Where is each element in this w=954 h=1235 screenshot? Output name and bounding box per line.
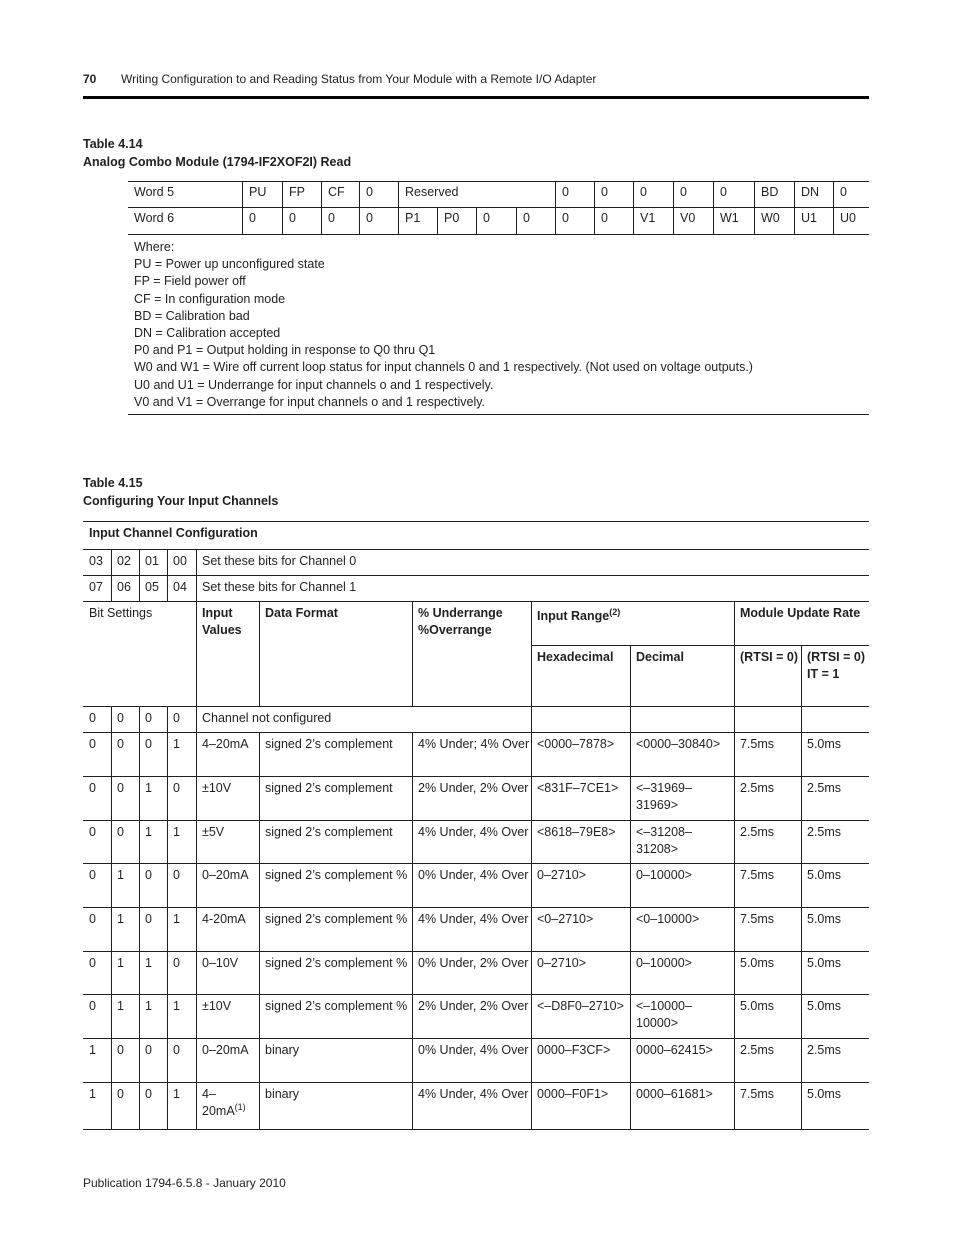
table-4-14-title: Analog Combo Module (1794-IF2XOF2I) Read — [83, 155, 352, 169]
column-rule — [196, 776, 197, 820]
word5-cell: DN — [794, 182, 833, 208]
page-number: 70 — [83, 72, 97, 86]
channel-bit-number: 05 — [145, 580, 159, 594]
word5-cell: 0 — [833, 182, 869, 208]
channel-bit-description: Set these bits for Channel 0 — [202, 554, 357, 568]
word5-cell: 0 — [359, 182, 398, 208]
bit-settings-header: Bit Settings — [89, 606, 153, 620]
column-rule — [139, 863, 140, 907]
word6-cell: P1 — [398, 208, 437, 234]
column-rule — [139, 820, 140, 863]
column-rule — [259, 732, 260, 776]
column-rule — [196, 863, 197, 907]
column-rule — [734, 863, 735, 907]
table-4-15-number: Table 4.15 — [83, 476, 143, 490]
column-rule — [630, 776, 631, 820]
update-rate-rtsi-0: 7.5ms — [740, 912, 775, 926]
word5-row — [128, 181, 869, 208]
column-rule — [259, 994, 260, 1038]
input-value: 0–10V — [202, 956, 239, 970]
bit-value: 1 — [89, 1043, 96, 1057]
column-rule — [259, 601, 260, 706]
channel-bit-description: Set these bits for Channel 1 — [202, 580, 357, 594]
column-rule — [412, 601, 413, 706]
under-over-range-value: 0% Under, 4% Over — [418, 868, 529, 882]
publication-footer: Publication 1794-6.5.8 - January 2010 — [83, 1176, 286, 1190]
data-format-value: signed 2’s complement — [265, 737, 393, 751]
bit-value: 0 — [173, 781, 180, 795]
column-rule — [139, 994, 140, 1038]
channel-bit-number: 07 — [89, 580, 103, 594]
column-rule — [412, 994, 413, 1038]
column-rule — [801, 994, 802, 1038]
column-rule — [167, 1038, 168, 1082]
column-rule — [531, 776, 532, 820]
column-rule — [259, 951, 260, 994]
bit-value: 1 — [117, 868, 124, 882]
column-rule — [167, 549, 168, 575]
column-rule — [167, 907, 168, 951]
bit-value: 0 — [89, 999, 96, 1013]
bit-value: 1 — [173, 912, 180, 926]
column-rule — [167, 863, 168, 907]
input-value-footnote: (1) — [234, 1101, 246, 1112]
column-rule — [531, 907, 532, 951]
bit-value: 0 — [89, 737, 96, 751]
legend-note: DN = Calibration accepted — [134, 326, 281, 341]
column-rule — [196, 706, 197, 732]
bit-value: 0 — [173, 1043, 180, 1057]
column-rule — [734, 1038, 735, 1082]
bit-value: 0 — [173, 711, 180, 725]
bit-value: 0 — [117, 711, 124, 725]
table-4-15-caption — [83, 474, 278, 510]
column-rule — [412, 907, 413, 951]
word6-cell: 0 — [594, 208, 633, 234]
column-rule — [196, 732, 197, 776]
column-rule — [259, 863, 260, 907]
decimal-range: <0–10000> — [636, 912, 700, 926]
column-rule — [531, 732, 532, 776]
bit-value: 0 — [89, 781, 96, 795]
column-rule — [531, 951, 532, 994]
header-rule — [83, 96, 869, 99]
hexadecimal-range: <0–2710> — [537, 912, 594, 926]
hexadecimal-range: <8618–79E8> — [537, 825, 616, 839]
input-value: ±10V — [202, 999, 232, 1013]
column-rule — [139, 732, 140, 776]
data-format-value: binary — [265, 1087, 300, 1101]
update-rate-rtsi-0-it-1: 5.0ms — [807, 912, 842, 926]
column-rule — [139, 549, 140, 575]
under-over-range-value: 0% Under, 4% Over — [418, 1043, 529, 1057]
column-rule — [531, 994, 532, 1038]
column-rule — [111, 994, 112, 1038]
table-4-14-notes — [128, 234, 869, 415]
column-rule — [531, 601, 532, 706]
legend-note: BD = Calibration bad — [134, 308, 250, 323]
bit-value: 1 — [117, 912, 124, 926]
data-format-value: signed 2’s complement % — [265, 868, 408, 882]
word5-cell: 0 — [633, 182, 673, 208]
word5-cell: PU — [242, 182, 282, 208]
column-rule — [412, 1038, 413, 1082]
word6-cell: 0 — [516, 208, 555, 234]
word5-cell: 0 — [673, 182, 713, 208]
column-rule — [531, 820, 532, 863]
update-rate-rtsi-0: 7.5ms — [740, 868, 775, 882]
channel-bit-number: 00 — [173, 554, 187, 568]
column-rule — [167, 1082, 168, 1129]
decimal-range: 0000–61681> — [636, 1087, 713, 1101]
update-rate-rtsi-0-it-1: 5.0ms — [807, 1087, 842, 1101]
input-value: 0–20mA — [202, 868, 249, 882]
data-format-value: signed 2’s complement — [265, 825, 393, 839]
column-rule — [412, 732, 413, 776]
input-value: 4– $20mA^{(1)}$ — [202, 1087, 246, 1118]
bit-value: 0 — [117, 825, 124, 839]
column-rule — [531, 1038, 532, 1082]
bit-value: 0 — [145, 912, 152, 926]
column-rule — [196, 575, 197, 601]
data-format-value: signed 2’s complement % — [265, 912, 408, 926]
table-4-15-title: Configuring Your Input Channels — [83, 494, 279, 508]
column-rule — [111, 951, 112, 994]
word5-cell: 0 — [555, 182, 594, 208]
column-rule — [259, 1082, 260, 1129]
column-rule — [734, 706, 735, 732]
decimal-range: 0–10000> — [636, 956, 692, 970]
word6-cell: V0 — [673, 208, 713, 234]
row-rule — [83, 521, 869, 522]
hexadecimal-header: Hexadecimal — [537, 650, 614, 664]
word6-cell: 0 — [555, 208, 594, 234]
column-rule — [734, 907, 735, 951]
update-rate-rtsi-0-it-1: 2.5ms — [807, 1043, 842, 1057]
hexadecimal-range: <831F–7CE1> — [537, 781, 619, 795]
column-rule — [111, 549, 112, 575]
update-rate-rtsi-0-it-1: 5.0ms — [807, 737, 842, 751]
bit-value: 0 — [89, 711, 96, 725]
legend-note: Where: — [134, 240, 175, 254]
input-value: ±10V — [202, 781, 232, 795]
column-rule — [139, 706, 140, 732]
update-rate-rtsi-0-it-1: 5.0ms — [807, 999, 842, 1013]
bit-value: 1 — [117, 999, 124, 1013]
hexadecimal-range: <0000–7878> — [537, 737, 615, 751]
legend-note: FP = Field power off — [134, 274, 246, 289]
legend-note: CF = In configuration mode — [134, 291, 286, 306]
bit-value: 0 — [117, 781, 124, 795]
column-rule — [412, 951, 413, 994]
update-rate-rtsi-0: 5.0ms — [740, 956, 775, 970]
column-rule — [531, 863, 532, 907]
bit-value: 0 — [173, 956, 180, 970]
bit-value: 0 — [117, 1087, 124, 1101]
update-rate-rtsi-0-it-1: 5.0ms — [807, 956, 842, 970]
column-rule — [734, 601, 735, 706]
hexadecimal-range: 0–2710> — [537, 956, 587, 970]
hexadecimal-range: <–D8F0–2710> — [537, 999, 624, 1013]
word5-cell: CF — [321, 182, 359, 208]
column-rule — [196, 1082, 197, 1129]
data-format-value: signed 2’s complement % — [265, 999, 408, 1013]
column-rule — [531, 706, 532, 732]
data-format-value: binary — [265, 1043, 300, 1057]
word5-cell: Word 5 — [134, 185, 175, 199]
input-range-header: Input Range$^{(2)}$ — [537, 606, 621, 623]
channel-bit-number: 01 — [145, 554, 159, 568]
input-value: ±5V — [202, 825, 225, 839]
update-rate-rtsi-0: 5.0ms — [740, 999, 775, 1013]
column-rule — [630, 863, 631, 907]
bit-value: 0 — [89, 956, 96, 970]
update-rate-rtsi-0: 2.5ms — [740, 825, 775, 839]
table-4-14-caption — [83, 135, 351, 171]
rtsi-0-header: (RTSI = 0) — [740, 650, 798, 664]
bit-value: 1 — [89, 1087, 96, 1101]
column-rule — [801, 863, 802, 907]
bit-value: 1 — [145, 999, 152, 1013]
hexadecimal-range: 0–2710> — [537, 868, 587, 882]
column-rule — [167, 994, 168, 1038]
word5-cell: 0 — [713, 182, 754, 208]
update-rate-rtsi-0: 7.5ms — [740, 737, 775, 751]
decimal-range: <–31208–31208> — [636, 825, 692, 856]
column-rule — [139, 776, 140, 820]
bit-value: 0 — [89, 825, 96, 839]
bit-value: 0 — [145, 1087, 152, 1101]
input-value: 4–20mA — [202, 737, 249, 751]
channel-not-configured-text: Channel not configured — [202, 711, 332, 725]
module-update-rate-header: Module Update Rate — [740, 606, 861, 620]
legend-note: P0 and P1 = Output holding in response to Q0 thru Q1 — [134, 343, 436, 358]
under-over-range-value: 2% Under, 2% Over — [418, 999, 529, 1013]
column-rule — [630, 994, 631, 1038]
hexadecimal-range: 0000–F0F1> — [537, 1087, 609, 1101]
word5-cell: BD — [754, 182, 794, 208]
column-rule — [630, 1038, 631, 1082]
legend-note: U0 and U1 = Underrange for input channels o and 1 respectively. — [134, 377, 494, 392]
column-rule — [259, 820, 260, 863]
column-rule — [259, 907, 260, 951]
column-rule — [167, 951, 168, 994]
input-value: 0–20mA — [202, 1043, 249, 1057]
column-rule — [196, 820, 197, 863]
column-rule — [801, 706, 802, 732]
column-rule — [111, 706, 112, 732]
column-rule — [734, 732, 735, 776]
column-rule — [167, 706, 168, 732]
column-rule — [801, 1038, 802, 1082]
word6-cell: 0 — [282, 208, 321, 234]
bit-value: 0 — [145, 737, 152, 751]
word6-row — [128, 207, 869, 234]
bit-value: 1 — [173, 825, 180, 839]
column-rule — [412, 863, 413, 907]
column-rule — [259, 776, 260, 820]
column-rule — [630, 951, 631, 994]
column-rule — [630, 1082, 631, 1129]
column-rule — [111, 1038, 112, 1082]
column-rule — [412, 1082, 413, 1129]
column-rule — [630, 645, 631, 706]
bit-value: 0 — [89, 868, 96, 882]
word5-cell: Reserved — [398, 182, 555, 208]
column-rule — [196, 601, 197, 706]
under-over-range-header: % Underrange %Overrange — [418, 606, 503, 637]
under-over-range-value: 2% Under, 2% Over — [418, 781, 529, 795]
bit-value: 0 — [117, 737, 124, 751]
bit-value: 0 — [173, 868, 180, 882]
under-over-range-value: 4% Under; 4% Over — [418, 737, 530, 751]
word6-cell: U0 — [833, 208, 869, 234]
word5-cell: FP — [282, 182, 321, 208]
bit-value: 0 — [145, 1043, 152, 1057]
update-rate-rtsi-0: 2.5ms — [740, 1043, 775, 1057]
column-rule — [111, 1082, 112, 1129]
bit-value: 0 — [89, 912, 96, 926]
column-rule — [111, 907, 112, 951]
bit-value: 1 — [145, 956, 152, 970]
column-rule — [734, 820, 735, 863]
row-rule — [531, 645, 869, 646]
column-rule — [801, 907, 802, 951]
column-rule — [801, 645, 802, 706]
column-rule — [111, 820, 112, 863]
column-rule — [196, 951, 197, 994]
under-over-range-value: 4% Under, 4% Over — [418, 1087, 529, 1101]
column-rule — [630, 907, 631, 951]
column-rule — [111, 575, 112, 601]
bit-value: 1 — [173, 737, 180, 751]
hexadecimal-range: 0000–F3CF> — [537, 1043, 611, 1057]
decimal-range: 0000–62415> — [636, 1043, 713, 1057]
word6-cell: 0 — [359, 208, 398, 234]
input-channel-configuration-title: Input Channel Configuration — [89, 526, 258, 540]
table-4-14-number: Table 4.14 — [83, 137, 143, 151]
bit-value: 0 — [117, 1043, 124, 1057]
column-rule — [259, 1038, 260, 1082]
column-rule — [139, 1082, 140, 1129]
update-rate-rtsi-0: 2.5ms — [740, 781, 775, 795]
decimal-header: Decimal — [636, 650, 684, 664]
column-rule — [412, 820, 413, 863]
bit-value: 1 — [117, 956, 124, 970]
channel-bit-number: 04 — [173, 580, 187, 594]
word6-cell: P0 — [437, 208, 476, 234]
column-rule — [167, 776, 168, 820]
column-rule — [196, 994, 197, 1038]
decimal-range: <–31969–31969> — [636, 781, 692, 812]
column-rule — [139, 951, 140, 994]
word6-cell: W0 — [754, 208, 794, 234]
column-rule — [801, 732, 802, 776]
column-rule — [196, 907, 197, 951]
channel-bit-number: 06 — [117, 580, 131, 594]
update-rate-rtsi-0-it-1: 5.0ms — [807, 868, 842, 882]
column-rule — [630, 820, 631, 863]
column-rule — [630, 732, 631, 776]
under-over-range-value: 4% Under, 4% Over — [418, 912, 529, 926]
column-rule — [139, 907, 140, 951]
word6-cell: V1 — [633, 208, 673, 234]
legend-note: W0 and W1 = Wire off current loop status for input channels 0 and 1 respectively. (Not used on voltage outputs.) — [134, 360, 753, 375]
column-rule — [111, 863, 112, 907]
column-rule — [139, 575, 140, 601]
decimal-range: <–10000–10000> — [636, 999, 692, 1030]
row-rule — [83, 1129, 869, 1130]
input-values-header: Input Values — [202, 606, 242, 637]
legend-note: V0 and V1 = Overrange for input channels o and 1 respectively. — [134, 394, 486, 409]
under-over-range-value: 0% Under, 2% Over — [418, 956, 529, 970]
input-range-footnote: (2) — [609, 606, 621, 617]
data-format-header: Data Format — [265, 606, 338, 620]
column-rule — [801, 951, 802, 994]
bit-value: 1 — [145, 781, 152, 795]
column-rule — [167, 820, 168, 863]
word6-cell: 0 — [242, 208, 282, 234]
column-rule — [801, 776, 802, 820]
column-rule — [196, 1038, 197, 1082]
running-title: Writing Configuration to and Reading Status from Your Module with a Remote I/O Adapter — [121, 72, 597, 86]
channel-bit-number: 02 — [117, 554, 131, 568]
column-rule — [801, 820, 802, 863]
update-rate-rtsi-0-it-1: 2.5ms — [807, 781, 842, 795]
column-rule — [139, 1038, 140, 1082]
word6-cell: Word 6 — [134, 211, 175, 225]
word5-cell: 0 — [594, 182, 633, 208]
data-format-value: signed 2’s complement % — [265, 956, 408, 970]
rtsi-0-it-1-header: (RTSI = 0) IT = 1 — [807, 650, 865, 681]
update-rate-rtsi-0: 7.5ms — [740, 1087, 775, 1101]
column-rule — [111, 732, 112, 776]
data-format-value: signed 2’s complement — [265, 781, 393, 795]
decimal-range: <0000–30840> — [636, 737, 721, 751]
word6-cell: U1 — [794, 208, 833, 234]
bit-value: 0 — [145, 711, 152, 725]
column-rule — [412, 776, 413, 820]
update-rate-rtsi-0-it-1: 2.5ms — [807, 825, 842, 839]
word6-cell: W1 — [713, 208, 754, 234]
under-over-range-value: 4% Under, 4% Over — [418, 825, 529, 839]
column-rule — [801, 1082, 802, 1129]
bit-value: 1 — [173, 999, 180, 1013]
column-rule — [196, 549, 197, 575]
legend-note: PU = Power up unconfigured state — [134, 257, 325, 272]
word6-cell: 0 — [321, 208, 359, 234]
channel-bit-number: 03 — [89, 554, 103, 568]
column-rule — [734, 1082, 735, 1129]
word6-cell: 0 — [476, 208, 516, 234]
column-rule — [630, 706, 631, 732]
column-rule — [734, 951, 735, 994]
decimal-range: 0–10000> — [636, 868, 692, 882]
column-rule — [167, 575, 168, 601]
column-rule — [734, 994, 735, 1038]
column-rule — [167, 732, 168, 776]
column-rule — [734, 776, 735, 820]
input-value: 4-20mA — [202, 912, 246, 926]
column-rule — [531, 1082, 532, 1129]
column-rule — [111, 776, 112, 820]
bit-value: 0 — [145, 868, 152, 882]
bit-value: 1 — [145, 825, 152, 839]
bit-value: 1 — [173, 1087, 180, 1101]
